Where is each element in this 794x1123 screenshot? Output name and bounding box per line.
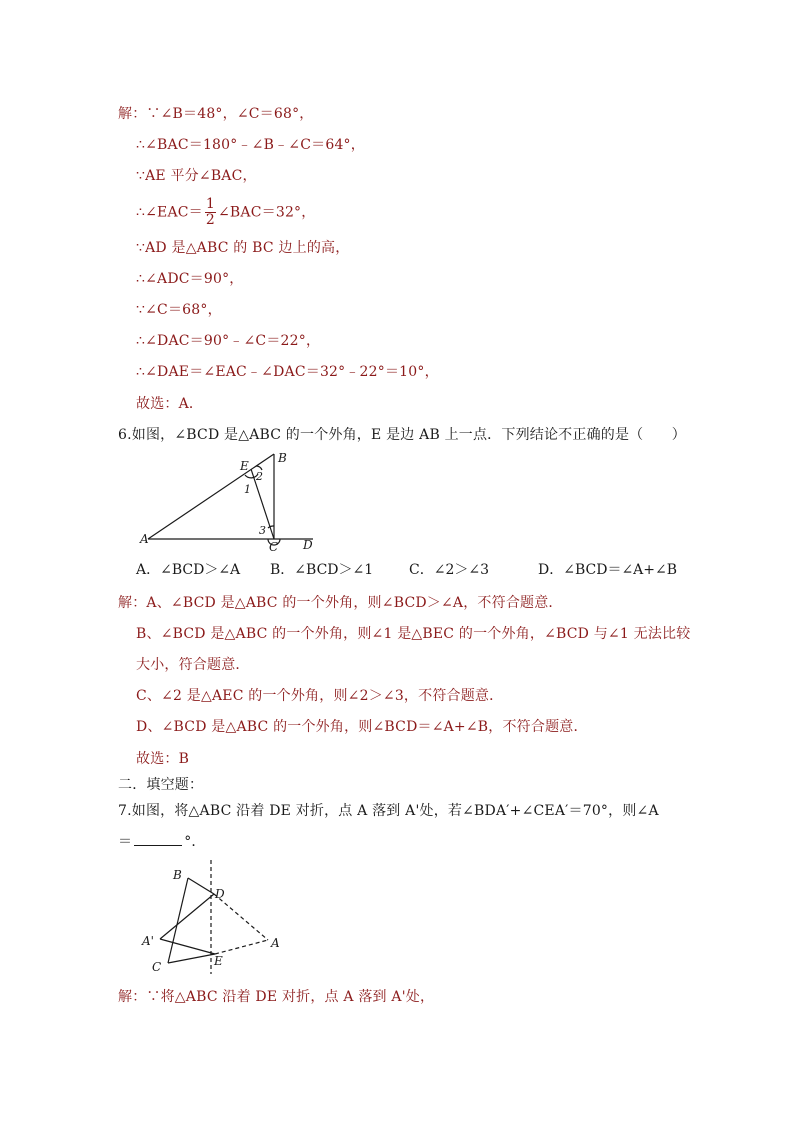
angle1-label: 1 — [244, 483, 251, 496]
solution5-line10: 故选：A． — [136, 396, 204, 412]
q6-solution-line4: C、∠2 是△AEC 的一个外角，则∠2＞∠3，不符合题意． — [136, 688, 504, 704]
label-a: A — [140, 532, 149, 546]
q7-stem-line2 — [118, 831, 206, 852]
answer-blank[interactable] — [134, 831, 182, 846]
line-ea1 — [160, 939, 215, 954]
q6-solution-line3: 大小，符合题意． — [136, 657, 250, 673]
solution5-line4 — [136, 197, 315, 228]
side-bd — [188, 878, 214, 894]
solution5-line1: 解：∵∠B＝48°，∠C＝68°， — [118, 106, 314, 122]
angle3-arc — [268, 526, 274, 528]
fraction-denominator: 2 — [205, 212, 215, 228]
side-ce — [168, 954, 215, 963]
solution5-line4-post: ∠BAC＝32°， — [218, 204, 316, 221]
q6-solution-line6: 故选：B — [136, 751, 190, 767]
solution5-line3: ∵AE 平分∠BAC， — [136, 168, 257, 184]
angle3-label: 3 — [259, 524, 266, 537]
label-a-prime: A' — [142, 934, 154, 948]
solution5-line6: ∴∠ADC＝90°， — [136, 271, 244, 287]
q6-triangle-figure — [138, 448, 338, 553]
q6-option-a: A．∠BCD＞∠A — [136, 562, 241, 578]
label-a: A — [271, 936, 280, 950]
q6-solution-line1: 解：A、∠BCD 是△ABC 的一个外角，则∠BCD＞∠A，不符合题意． — [118, 595, 563, 611]
q7-fold-figure — [138, 858, 298, 978]
section-title-fill-in: 二．填空题： — [118, 777, 204, 793]
label-d: D — [215, 887, 225, 901]
q7-solution-line1: 解：∵将△ABC 沿着 DE 对折，点 A 落到 A'处， — [118, 989, 435, 1005]
label-c: C — [269, 540, 279, 553]
q7-stem-line1: 7.如图，将△ABC 沿着 DE 对折，点 A 落到 A'处，若∠BDA′+∠CEA′＝70°，则∠A — [118, 803, 659, 819]
line-ea — [215, 940, 268, 954]
fraction-one-half — [205, 197, 216, 228]
solution5-line2: ∴∠BAC＝180°﹣∠B﹣∠C＝64°， — [136, 137, 365, 153]
label-e: E — [214, 954, 223, 968]
q6-solution-line5: D、∠BCD 是△ABC 的一个外角，则∠BCD＝∠A+∠B，不符合题意． — [136, 719, 588, 735]
label-e: E — [240, 459, 249, 473]
q6-option-b: B．∠BCD＞∠1 — [270, 562, 374, 578]
solution5-line5: ∵AD 是△ABC 的 BC 边上的高， — [136, 240, 350, 256]
q6-option-d: D．∠BCD＝∠A+∠B — [538, 562, 678, 578]
label-d: D — [303, 538, 313, 552]
label-c: C — [152, 960, 162, 974]
solution5-line7: ∵∠C＝68°， — [136, 302, 222, 318]
q7-equals: ＝ — [118, 834, 133, 850]
q6-stem: 6.如图，∠BCD 是△ABC 的一个外角，E 是边 AB 上一点．下列结论不正确的是（ ） — [118, 427, 686, 443]
q6-solution-line2: B、∠BCD 是△ABC 的一个外角，则∠1 是△BEC 的一个外角，∠BCD 与∠1 无法比较 — [136, 626, 691, 642]
side-bc — [168, 878, 188, 963]
label-b: B — [278, 451, 287, 465]
line-da1 — [160, 894, 214, 939]
solution5-line4-pre: ∴∠EAC＝ — [136, 204, 203, 221]
solution5-line8: ∴∠DAC＝90°﹣∠C＝22°， — [136, 333, 321, 349]
line-ab — [148, 454, 274, 539]
q7-degree-suffix: °． — [184, 834, 206, 850]
solution5-line9: ∴∠DAE＝∠EAC﹣∠DAC＝32°﹣22°＝10°， — [136, 364, 439, 380]
fraction-numerator: 1 — [205, 196, 215, 212]
angle2-label: 2 — [256, 470, 263, 483]
label-b: B — [173, 868, 182, 882]
q6-option-c: C．∠2＞∠3 — [409, 562, 489, 578]
